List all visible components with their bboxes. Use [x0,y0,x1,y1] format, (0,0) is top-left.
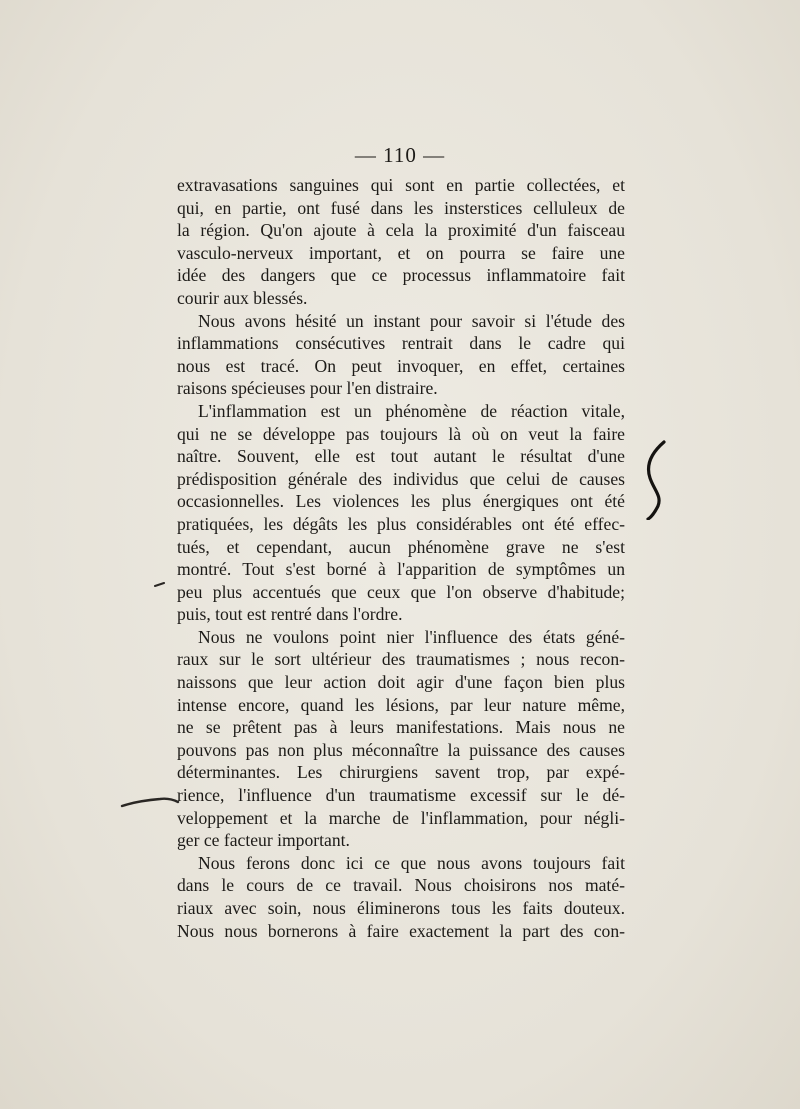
text-line: dans le cours de ce travail. Nous choisirons nos maté- [177,875,625,896]
text-line: tués, et cependant, aucun phénomène grave ne s'est [177,536,625,557]
text-line: rience, l'influence d'un traumatisme excessif sur le dé- [177,785,625,806]
text-line: ger ce facteur important. [177,830,350,851]
text-line: naissons que leur action doit agir d'une façon bien plus [177,672,625,693]
text-line: qui, en partie, ont fusé dans les insterstices celluleux de [177,197,625,218]
text-line: la région. Qu'on ajoute à cela la proximité d'un faisceau [177,220,625,241]
text-line: raux sur le sort ultérieur des traumatismes ; nous recon- [177,649,625,670]
text-line: pouvons pas non plus méconnaître la puissance des causes [177,739,625,760]
text-line: Nous nous bornerons à faire exactement la part des con- [177,920,625,941]
text-line: inflammations consécutives rentrait dans le cadre qui [177,333,625,354]
text-line: courir aux blessés. [177,287,308,308]
margin-bracket-mark [640,440,670,520]
text-line: intense encore, quand les lésions, par leur nature même, [177,694,625,715]
text-line: peu plus accentués que ceux que l'on observe d'habitude; [177,581,625,602]
body-text [177,174,625,942]
text-line: naître. Souvent, elle est tout autant le résultat d'une [177,446,625,467]
text-line: ne se prêtent pas à leurs manifestations. Mais nous ne [177,717,625,738]
text-line: extravasations sanguines qui sont en partie collectées, et [177,175,625,195]
margin-dot-mark [154,580,166,590]
text-line: déterminantes. Les chirurgiens savent trop, par expé- [177,762,625,783]
text-line: vasculo-nerveux important, et on pourra se faire une [177,242,625,263]
text-line: occasionnelles. Les violences les plus énergiques ont été [177,491,625,512]
margin-pencil-mark [120,788,180,818]
text-line: Nous avons hésité un instant pour savoir si l'étude des [198,310,625,331]
text-line: Nous ferons donc ici ce que nous avons toujours fait [198,852,625,873]
page-number: — 110 — [354,143,446,167]
text-line: raisons spécieuses pour l'en distraire. [177,378,438,399]
text-line: montré. Tout s'est borné à l'apparition de symptômes un [177,559,625,580]
text-line: puis, tout est rentré dans l'ordre. [177,604,403,625]
text-line: Nous ne voulons point nier l'influence des états géné- [198,626,625,647]
text-line: idée des dangers que ce processus inflammatoire fait [177,265,625,286]
text-line: L'inflammation est un phénomène de réaction vitale, [198,400,625,421]
text-line: nous est tracé. On peut invoquer, en effet, certaines [177,355,625,376]
text-line: pratiquées, les dégâts les plus considérables ont été effec- [177,513,625,534]
text-line: riaux avec soin, nous éliminerons tous les faits douteux. [177,898,625,918]
text-line: prédisposition générale des individus que celui de causes [177,468,625,489]
text-line: qui ne se développe pas toujours là où on veut la faire [177,423,625,444]
text-line: veloppement et la marche de l'inflammation, pour négli- [177,807,625,828]
